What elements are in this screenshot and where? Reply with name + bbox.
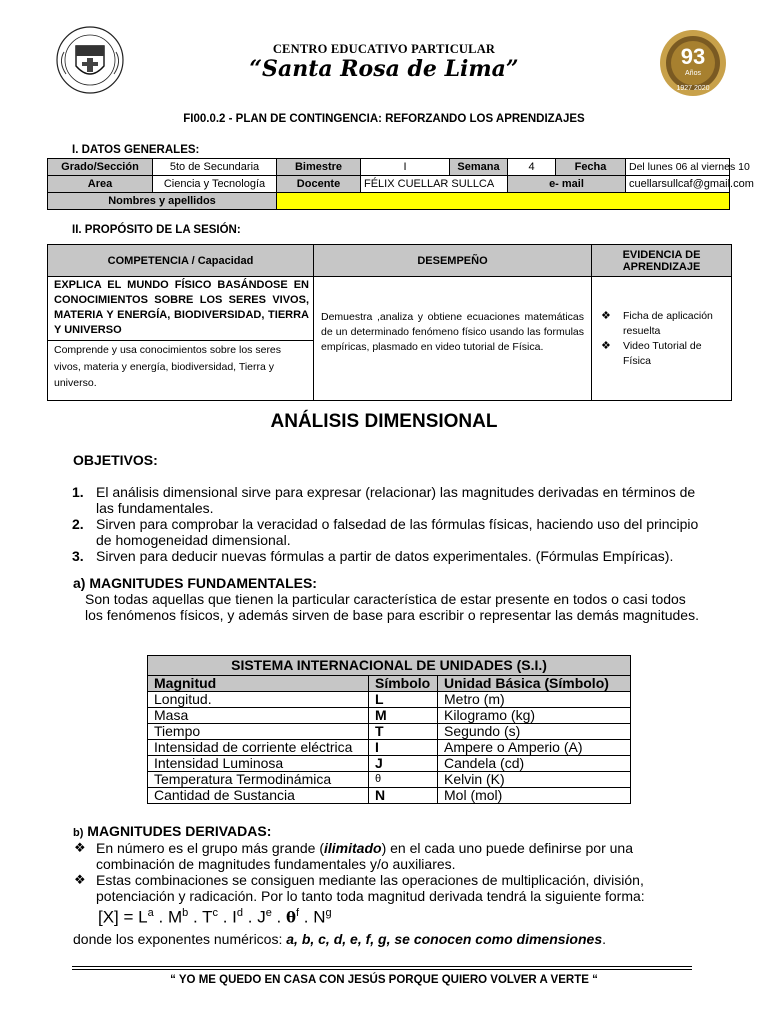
table-row: Masa M Kilogramo (kg): [148, 708, 631, 724]
objetivo-item: 2. Sirven para comprobar la veracidad o falsedad de las fórmulas físicas, haciendo uso del principio de homogeneidad dimensional.: [72, 516, 699, 548]
datos-generales-title: I. DATOS GENERALES:: [72, 144, 200, 156]
objetivos-title: OBJETIVOS:: [73, 452, 158, 468]
evidencia-header: EVIDENCIA DE APRENDIZAJE: [592, 245, 732, 277]
dimensiones-note: donde los exponentes numéricos: a, b, c, d, e, f, g, se conocen como dimensiones.: [73, 931, 606, 947]
document-code-title: FI00.0.2 - PLAN DE CONTINGENCIA: REFORZANDO LOS APRENDIZAJES: [183, 113, 585, 125]
proposito-title: II. PROPÓSITO DE LA SESIÓN:: [72, 224, 241, 236]
fundamentales-title: a) MAGNITUDES FUNDAMENTALES:: [73, 575, 317, 591]
objetivo-item: 3. Sirven para deducir nuevas fórmulas a partir de datos experimentales. (Fórmulas Empíricas).: [72, 548, 674, 564]
derivadas-title: b) MAGNITUDES DERIVADAS:: [73, 823, 272, 839]
diamond-bullet-icon: ❖: [601, 310, 611, 322]
diamond-bullet-icon: ❖: [74, 872, 86, 887]
table-row: Intensidad de corriente eléctrica I Ampere o Amperio (A): [148, 740, 631, 756]
desempeno-header: DESEMPEÑO: [314, 245, 592, 277]
area-label: Area: [48, 176, 153, 193]
fundamentales-text: Son todas aquellas que tienen la particular característica de estar presente en todos o casi todos los fenómenos físicos, y además sirven de base para escribir o representar las demás magnitudes.: [85, 591, 699, 623]
semana-value: 4: [508, 159, 556, 176]
footer-slogan: “ YO ME QUEDO EN CASA CON JESÚS PORQUE QUIERO VOLVER A VERTE “: [170, 974, 598, 986]
anniversary-number: 93: [680, 44, 706, 69]
anniversary-years: 1927 2020: [676, 85, 710, 92]
evidencia-item: ❖ Ficha de aplicación resuelta: [601, 310, 713, 337]
si-table-title: SISTEMA INTERNACIONAL DE UNIDADES (S.I.): [148, 656, 631, 676]
table-row: Temperatura Termodinámica θ Kelvin (K): [148, 772, 631, 788]
bimestre-label: Bimestre: [277, 159, 361, 176]
grado-value: 5to de Secundaria: [153, 159, 277, 176]
list-item: ❖ En número es el grupo más grande (ilimitado) en el cada uno puede definirse por una combinación de magnitudes fundamentales y/o auxiliares.: [74, 840, 633, 872]
docente-value: FÉLIX CUELLAR SULLCA: [361, 176, 508, 193]
derivadas-list: [74, 840, 674, 904]
anniversary-word: Años: [685, 70, 701, 77]
email-value: cuellarsullcaf@gmail.com: [626, 176, 730, 193]
datos-generales-table: [47, 158, 754, 210]
fecha-label: Fecha: [556, 159, 626, 176]
list-item: ❖ Estas combinaciones se consiguen mediante las operaciones de multiplicación, división, potenciación y radicación. Por lo tanto toda magnitud derivada tendrá la siguiente forma:: [74, 872, 645, 904]
footer-divider: [72, 969, 692, 970]
table-row: Intensidad Luminosa J Candela (cd): [148, 756, 631, 772]
evidencia-list: [593, 278, 730, 369]
center-name: CENTRO EDUCATIVO PARTICULAR: [272, 42, 496, 56]
proposito-table: [47, 244, 732, 401]
table-row: Longitud. L Metro (m): [148, 692, 631, 708]
school-name: “Santa Rosa de Lima”: [249, 56, 519, 82]
docente-label: Docente: [277, 176, 361, 193]
bimestre-value: I: [361, 159, 450, 176]
objetivo-item: 1. El análisis dimensional sirve para expresar (relacionar) las magnitudes derivadas en términos de las fundamentales.: [72, 484, 696, 516]
competencia-text: EXPLICA EL MUNDO FÍSICO BASÁNDOSE EN CONOCIMIENTOS SOBRE LOS SERES VIVOS, MATERIA Y ENERGÍA, BIODIVERSIDAD, TIERRA Y UNIVERSO: [48, 277, 313, 341]
competencia-header: COMPETENCIA / Capacidad: [48, 245, 314, 277]
diamond-bullet-icon: ❖: [601, 340, 611, 352]
si-header-simbolo: Símbolo: [369, 676, 438, 692]
fecha-value: Del lunes 06 al viernes 10: [626, 159, 730, 176]
table-row: Tiempo T Segundo (s): [148, 724, 631, 740]
capacidad-text: Comprende y usa conocimientos sobre los seres vivos, materia y energía, biodiversidad, Tierra y universo.: [54, 344, 282, 389]
nombres-label: Nombres y apellidos: [48, 193, 277, 210]
evidencia-item: ❖ Video Tutorial de Física: [601, 340, 702, 367]
si-header-magnitud: Magnitud: [148, 676, 369, 692]
desempeno-text: Demuestra ,analiza y obtiene ecuaciones matemáticas de un determinado fenómeno físico usando las formulas empíricas, plasmado en video tutorial de Física.: [321, 311, 584, 353]
nombres-input[interactable]: [277, 193, 730, 210]
area-value: Ciencia y Tecnología: [153, 176, 277, 193]
diamond-bullet-icon: ❖: [74, 840, 86, 855]
grado-label: Grado/Sección: [48, 159, 153, 176]
objetivos-list: [72, 484, 712, 564]
footer-divider: [72, 966, 692, 967]
si-units-table: [147, 655, 631, 804]
dimensional-formula: $[X] = L^a$ . $M^b$ . $T^c$ . $I^d$ . $J^e$ . $\theta^f$ . $N^g$: [98, 907, 332, 927]
email-label: e- mail: [508, 176, 626, 193]
main-title: ANÁLISIS DIMENSIONAL: [270, 411, 498, 432]
semana-label: Semana: [450, 159, 508, 176]
si-header-unidad: Unidad Básica (Símbolo): [438, 676, 631, 692]
table-row: Cantidad de Sustancia N Mol (mol): [148, 788, 631, 804]
